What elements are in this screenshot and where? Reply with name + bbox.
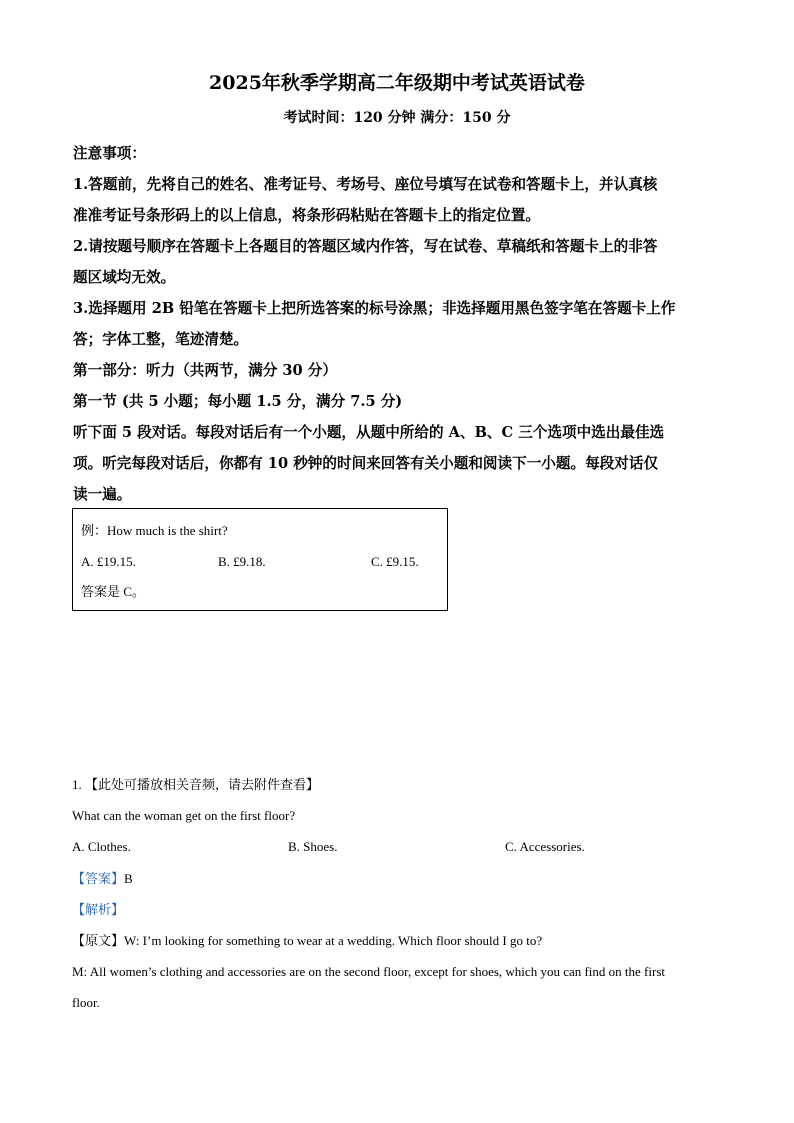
option-a: A. Clothes. [72, 839, 131, 854]
note-line: 答；字体工整，笔迹清楚。 [73, 331, 249, 348]
instructions-block [73, 138, 723, 510]
question-1-header [72, 776, 319, 794]
note-line: 题区域均无效。 [73, 269, 176, 286]
audio-placeholder-text: 1. 【此处可播放相关音频，请去附件查看】 [72, 777, 320, 792]
note-line: 2.请按题号顺序在答题卡上各题目的答题区域内作答，写在试卷、草稿纸和答题卡上的非答 [73, 238, 658, 255]
option-c: C. Accessories. [505, 839, 585, 854]
analysis-line [72, 901, 124, 919]
note-line: 3.选择题用 2B 铅笔在答题卡上把所选答案的标号涂黑；非选择题用黑色签字笔在答题卡上作 [73, 300, 676, 317]
transcript-text: W: I’m looking for something to wear at a wedding. Which floor should I go to? [124, 933, 543, 948]
directions-line: 听下面 5 段对话。每段对话后有一个小题，从题中所给的 A、B、C 三个选项中选出最佳选 [73, 424, 665, 441]
example-answer: 答案是 C。 [81, 584, 145, 599]
example-option-a: A. £19.15. [81, 554, 136, 569]
transcript-line-2: M: All women’s clothing and accessories are on the second floor, except for shoes, which you can find on the first [72, 964, 665, 979]
example-question: 例：How much is the shirt? [81, 523, 228, 538]
note-line: 准准考证号条形码上的以上信息，将条形码粘贴在答题卡上的指定位置。 [73, 207, 541, 224]
section-heading: 第一部分：听力（共两节，满分 30 分） [73, 362, 337, 379]
page-title: 2025年秋季学期高二年级期中考试英语试卷 [209, 72, 585, 94]
directions-line: 读一遍。 [73, 486, 132, 503]
answer-value: B [124, 871, 133, 886]
transcript-line-1 [72, 932, 542, 950]
answer-tag: 【答案】 [72, 871, 125, 886]
directions-line: 项。听完每段对话后，你都有 10 秒钟的时间来回答有关小题和阅读下一小题。每段对话仅 [73, 455, 659, 472]
example-option-c: C. £9.15. [371, 554, 419, 569]
subsection-heading: 第一节 (共 5 小题；每小题 1.5 分，满分 7.5 分) [73, 393, 403, 410]
note-line: 1.答题前，先将自己的姓名、准考证号、考场号、座位号填写在试卷和答题卡上，并认真核 [73, 176, 658, 193]
example-option-b: B. £9.18. [218, 554, 266, 569]
notes-heading: 注意事项： [73, 145, 146, 162]
option-b: B. Shoes. [288, 839, 338, 854]
source-tag: 【原文】 [72, 933, 125, 948]
exam-info: 考试时间：120 分钟 满分：150 分 [283, 110, 511, 126]
example-box [72, 508, 448, 611]
question-1-options [72, 838, 722, 856]
transcript-line-3: floor. [72, 995, 100, 1010]
analysis-tag: 【解析】 [72, 902, 125, 917]
question-1-text: What can the woman get on the first floor? [72, 808, 296, 823]
answer-line [72, 870, 133, 888]
